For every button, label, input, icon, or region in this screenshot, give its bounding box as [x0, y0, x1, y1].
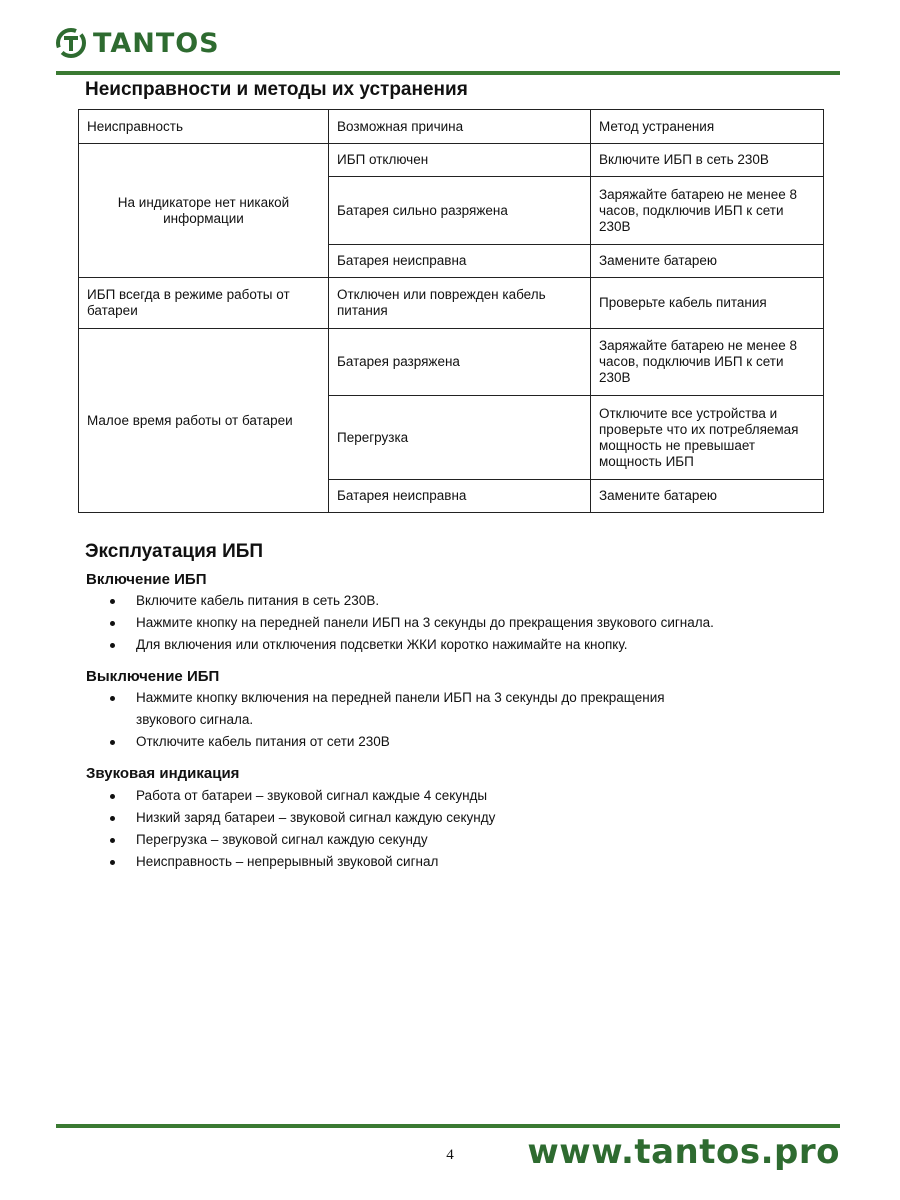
- brand-logo: [55, 26, 220, 60]
- tantos-logo-icon: [55, 27, 87, 59]
- cause-cell: Батарея неисправна: [329, 245, 591, 278]
- fix-cell: Замените батарею: [591, 245, 824, 278]
- power-on-title: Включение ИБП: [86, 571, 207, 588]
- page-number: 4: [446, 1147, 454, 1163]
- sound-indication-title: Звуковая индикация: [86, 765, 240, 782]
- cause-cell: Батарея разряжена: [329, 329, 591, 396]
- footer-divider: [56, 1124, 840, 1128]
- table-row: [79, 144, 824, 177]
- fix-cell: Включите ИБП в сеть 230В: [591, 144, 824, 177]
- fault-cell: ИБП всегда в режиме работы от батареи: [79, 278, 329, 329]
- list-item: Для включения или отключения подсветки ЖКИ коротко нажимайте на кнопку.: [106, 634, 836, 656]
- power-off-title: Выключение ИБП: [86, 668, 220, 685]
- bullet-icon: [110, 740, 115, 745]
- bullet-icon: [110, 794, 115, 799]
- list-item: Неисправность – непрерывный звуковой сигнал: [106, 851, 836, 873]
- sound-indication-list: [106, 785, 836, 873]
- cause-cell: Батарея сильно разряжена: [329, 177, 591, 245]
- operation-title: Эксплуатация ИБП: [85, 541, 264, 562]
- list-item: Включите кабель питания в сеть 230В.: [106, 590, 836, 612]
- table-row: [79, 329, 824, 396]
- list-item: Перегрузка – звуковой сигнал каждую секунду: [106, 829, 836, 851]
- fault-cell: На индикаторе нет никакой информации: [79, 144, 329, 278]
- troubleshooting-title: Неисправности и методы их устранения: [85, 79, 468, 100]
- bullet-icon: [110, 860, 115, 865]
- list-item: Работа от батареи – звуковой сигнал каждые 4 секунды: [106, 785, 836, 807]
- table-row: [79, 278, 824, 329]
- fix-cell: Заряжайте батарею не менее 8 часов, подключив ИБП к сети 230В: [591, 329, 824, 396]
- header-divider: [56, 71, 840, 75]
- power-off-list: [106, 687, 666, 753]
- cause-cell: Батарея неисправна: [329, 480, 591, 513]
- power-on-list: [106, 590, 836, 656]
- header-cause: Возможная причина: [329, 110, 591, 144]
- bullet-icon: [110, 621, 115, 626]
- bullet-icon: [110, 599, 115, 604]
- bullet-icon: [110, 816, 115, 821]
- list-item: Низкий заряд батареи – звуковой сигнал каждую секунду: [106, 807, 836, 829]
- table-header-row: [79, 110, 824, 144]
- bullet-icon: [110, 643, 115, 648]
- cause-cell: ИБП отключен: [329, 144, 591, 177]
- list-item: Отключите кабель питания от сети 230В: [106, 731, 666, 753]
- list-item: Нажмите кнопку включения на передней панели ИБП на 3 секунды до прекращения звукового сигнала.: [106, 687, 666, 731]
- website-link[interactable]: www.tantos.pro: [527, 1132, 840, 1172]
- cause-cell: Перегрузка: [329, 396, 591, 480]
- bullet-icon: [110, 696, 115, 701]
- header-fault: Неисправность: [79, 110, 329, 144]
- fix-cell: Замените батарею: [591, 480, 824, 513]
- fix-cell: Проверьте кабель питания: [591, 278, 824, 329]
- troubleshooting-table: [78, 109, 824, 513]
- fix-cell: Заряжайте батарею не менее 8 часов, подключив ИБП к сети 230В: [591, 177, 824, 245]
- fault-cell: Малое время работы от батареи: [79, 329, 329, 513]
- cause-cell: Отключен или поврежден кабель питания: [329, 278, 591, 329]
- fix-cell: Отключите все устройства и проверьте что их потребляемая мощность не превышает мощность ИБП: [591, 396, 824, 480]
- brand-name: TANTOS: [93, 27, 220, 59]
- list-item: Нажмите кнопку на передней панели ИБП на 3 секунды до прекращения звукового сигнала.: [106, 612, 836, 634]
- bullet-icon: [110, 838, 115, 843]
- header-fix: Метод устранения: [591, 110, 824, 144]
